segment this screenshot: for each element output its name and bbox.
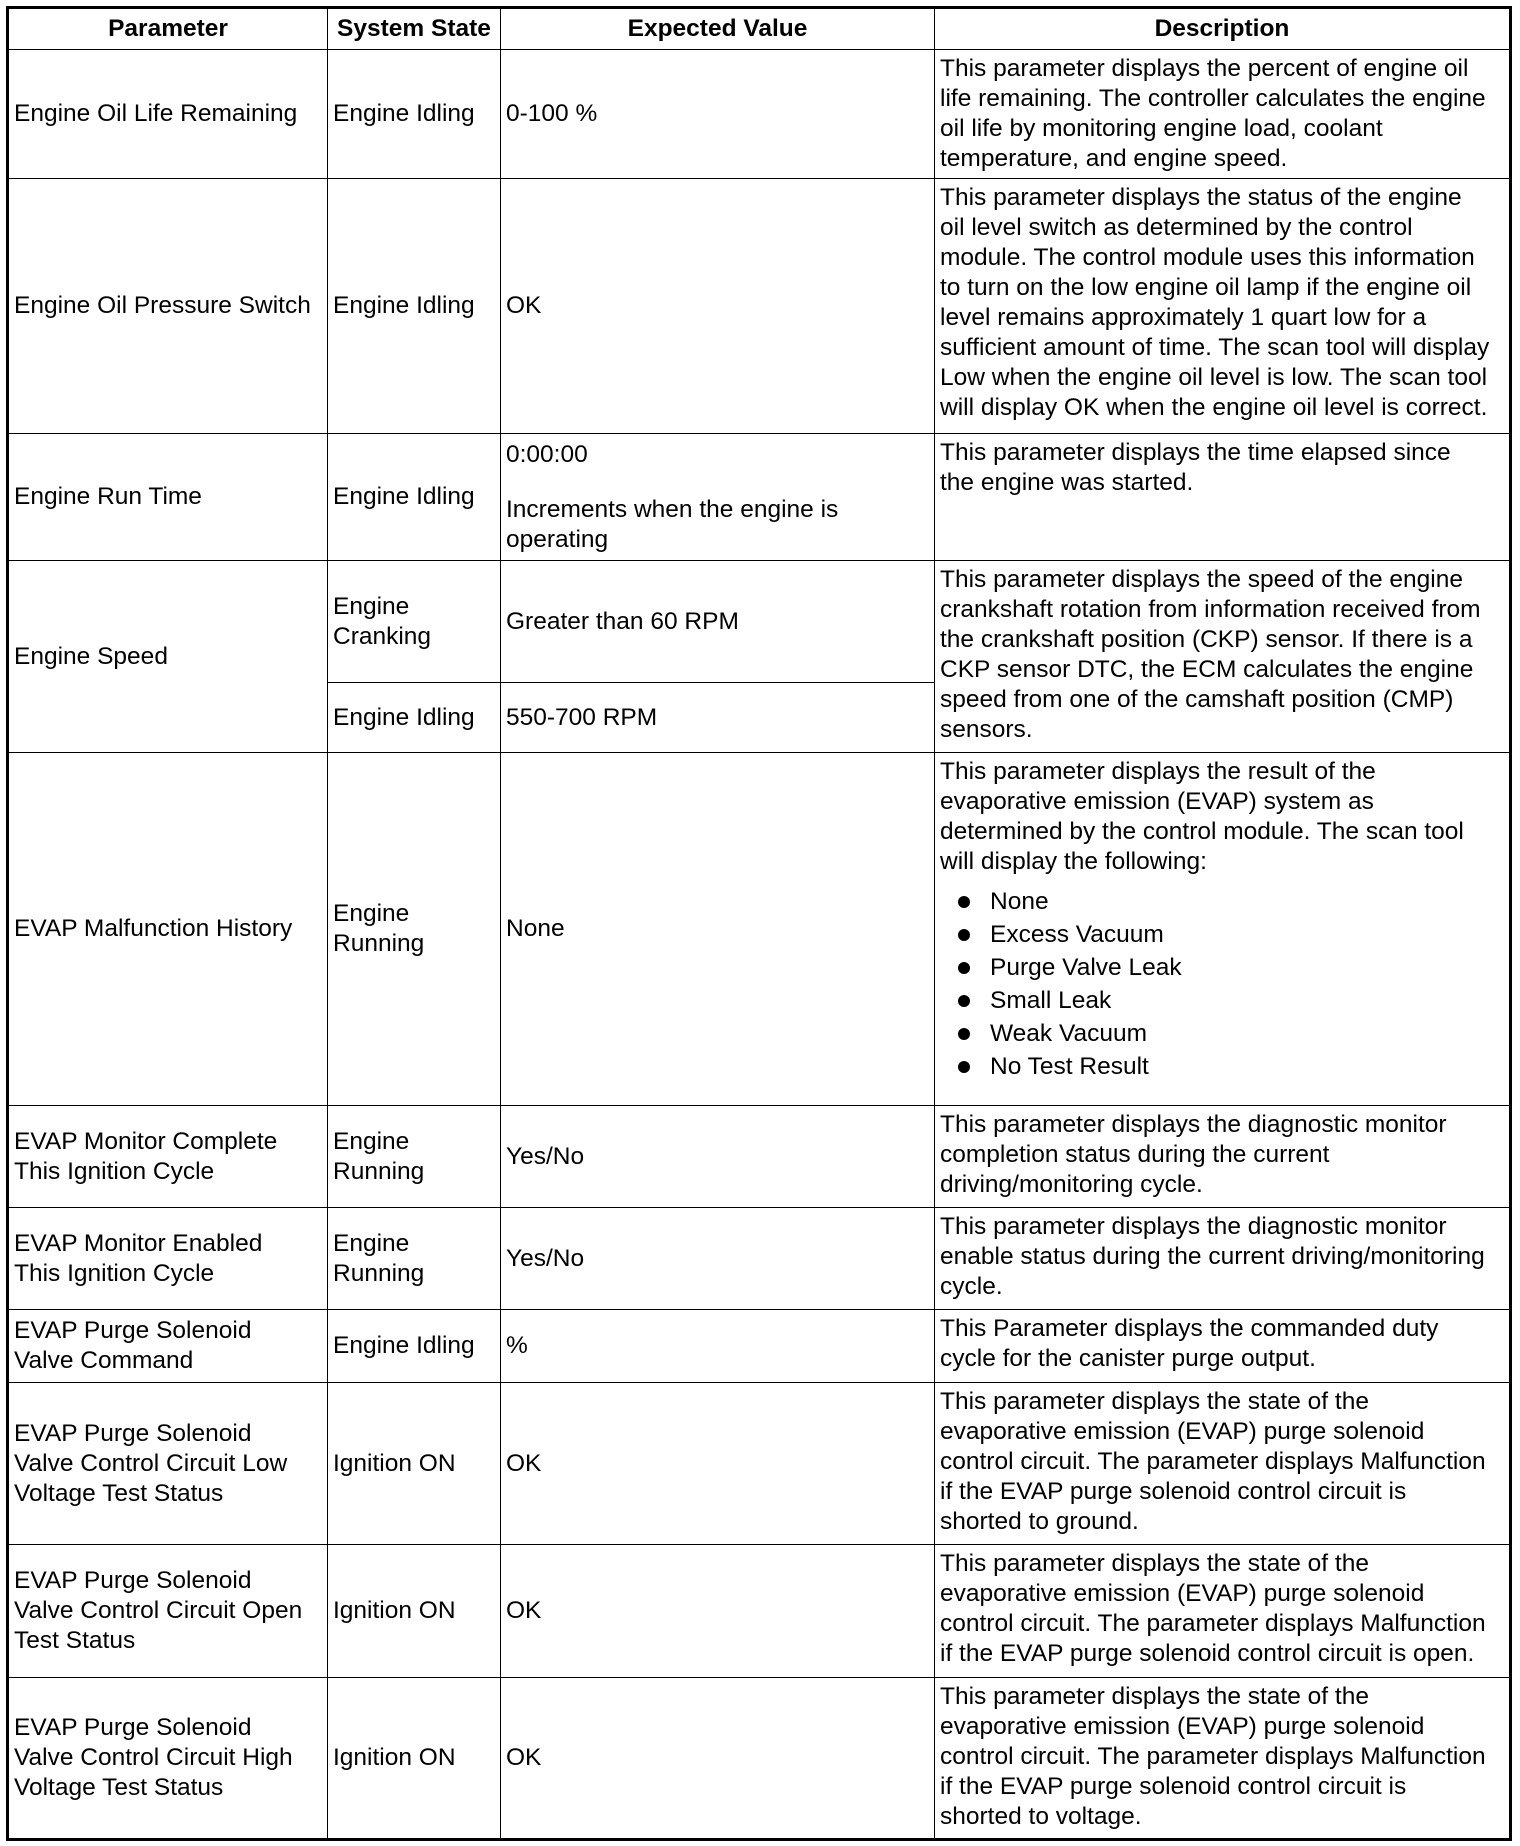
bullet-icon: [958, 896, 970, 908]
cell-line: OK: [506, 1744, 542, 1771]
cell-line: Engine Idling: [333, 100, 475, 127]
parameter-table: [6, 6, 1512, 1841]
cell-line: Valve Control Circuit High: [14, 1744, 293, 1771]
parameter-cell: [8, 753, 328, 1106]
table-row: [8, 1310, 1511, 1383]
cell-line: This parameter displays the state of the: [940, 1683, 1369, 1710]
cell-line: Engine Idling: [333, 292, 475, 319]
list-item-label: Small Leak: [990, 987, 1112, 1014]
description-cell: [935, 179, 1511, 434]
expected-value-cell: [501, 561, 935, 683]
cell-line: temperature, and engine speed.: [940, 145, 1288, 172]
cell-line: Increments when the engine is: [506, 495, 839, 523]
system-state-cell: [328, 561, 501, 683]
expected-value-cell: [501, 1310, 935, 1383]
cell-line: This parameter displays the state of the: [940, 1388, 1369, 1415]
cell-line: This parameter displays the time elapsed since: [940, 439, 1451, 466]
header-parameter: Parameter: [8, 8, 328, 50]
cell-line: the engine was started.: [940, 469, 1194, 496]
cell-line: oil level switch as determined by the control: [940, 214, 1413, 241]
cell-line: 550-700 RPM: [506, 703, 658, 731]
bullet-icon: [958, 929, 970, 941]
cell-line: the crankshaft position (CKP) sensor. If there is a: [940, 626, 1473, 653]
cell-line: This parameter displays the result of the: [940, 758, 1376, 785]
header-expected-value: Expected Value: [501, 8, 935, 50]
cell-line: Yes/No: [506, 1244, 585, 1272]
description-cell: [935, 1310, 1511, 1383]
cell-line: Valve Control Circuit Low: [14, 1449, 288, 1477]
cell-line: Engine: [333, 1127, 410, 1155]
cell-line: will display OK when the engine oil level is correct.: [940, 394, 1488, 421]
cell-line: This parameter displays the state of the: [940, 1550, 1369, 1577]
list-item-label: Weak Vacuum: [990, 1020, 1148, 1047]
list-item-label: No Test Result: [990, 1053, 1149, 1080]
system-state-cell: [328, 179, 501, 434]
cell-line: evaporative emission (EVAP) purge solenoid: [940, 1713, 1425, 1740]
cell-line: Valve Command: [14, 1347, 194, 1374]
cell-line: Low when the engine oil level is low. The scan tool: [940, 364, 1488, 391]
cell-line: shorted to voltage.: [940, 1803, 1142, 1830]
cell-line: Running: [333, 1259, 425, 1287]
cell-line: determined by the control module. The scan tool: [940, 818, 1464, 845]
cell-line: crankshaft rotation from information received from: [940, 596, 1481, 623]
cell-line: level remains approximately 1 quart low for a: [940, 304, 1427, 331]
list-item: [940, 1017, 1504, 1050]
cell-line: This parameter displays the percent of engine oil: [940, 55, 1469, 82]
parameter-cell: [8, 1106, 328, 1208]
cell-line: This Ignition Cycle: [14, 1259, 215, 1287]
cell-line: Voltage Test Status: [14, 1479, 224, 1507]
cell-line: Ignition ON: [333, 1597, 456, 1624]
cell-line: evaporative emission (EVAP) purge solenoid: [940, 1418, 1425, 1445]
list-item: [940, 951, 1504, 984]
cell-line: Running: [333, 1157, 425, 1185]
bullet-icon: [958, 1028, 970, 1040]
cell-line: if the EVAP purge solenoid control circuit is: [940, 1773, 1407, 1800]
cell-line: Engine Idling: [333, 703, 475, 731]
system-state-cell: [328, 1310, 501, 1383]
cell-line: cycle.: [940, 1273, 1003, 1300]
list-item: [940, 984, 1504, 1017]
cell-line: This Parameter displays the commanded duty: [940, 1315, 1439, 1342]
cell-line: %: [506, 1332, 528, 1359]
parameter-cell: [8, 50, 328, 179]
cell-line: Engine: [333, 1229, 410, 1257]
cell-line: OK: [506, 1597, 542, 1624]
cell-line: Test Status: [14, 1627, 136, 1654]
header-description: Description: [935, 8, 1511, 50]
system-state-cell: [328, 434, 501, 561]
cell-line: EVAP Purge Solenoid: [14, 1714, 252, 1741]
cell-line: EVAP Monitor Enabled: [14, 1229, 263, 1257]
cell-line: Engine Oil Pressure Switch: [14, 292, 311, 319]
table-row: [8, 753, 1511, 1106]
parameter-cell: [8, 1310, 328, 1383]
expected-value-cell: [501, 683, 935, 753]
malfunction-list: [940, 885, 1504, 1083]
cell-line: enable status during the current driving/monitoring: [940, 1243, 1485, 1270]
cell-line: Ignition ON: [333, 1449, 456, 1477]
description-cell: [935, 434, 1511, 561]
cell-line: control circuit. The parameter displays Malfunction: [940, 1610, 1486, 1637]
cell-line: 0-100 %: [506, 100, 598, 127]
cell-line: CKP sensor DTC, the ECM calculates the engine: [940, 656, 1474, 683]
cell-line: cycle for the canister purge output.: [940, 1345, 1316, 1372]
parameter-cell: [8, 561, 328, 753]
description-cell: [935, 1208, 1511, 1310]
cell-line: EVAP Monitor Complete: [14, 1127, 278, 1155]
cell-line: EVAP Purge Solenoid: [14, 1317, 252, 1344]
expected-value-cell: [501, 1383, 935, 1545]
cell-line: shorted to ground.: [940, 1508, 1139, 1535]
cell-line: will display the following:: [940, 848, 1207, 875]
cell-line: speed from one of the camshaft position (CMP): [940, 686, 1454, 713]
bullet-icon: [958, 1061, 970, 1073]
parameter-cell: [8, 1545, 328, 1678]
system-state-cell: [328, 753, 501, 1106]
system-state-cell: [328, 1678, 501, 1840]
cell-line: Running: [333, 930, 425, 957]
list-item-label: Purge Valve Leak: [990, 954, 1182, 981]
cell-line: Ignition ON: [333, 1744, 456, 1771]
list-item-label: Excess Vacuum: [990, 921, 1164, 948]
cell-line: evaporative emission (EVAP) purge solenoid: [940, 1580, 1425, 1607]
cell-line: Engine Run Time: [14, 483, 202, 510]
cell-line: oil life by monitoring engine load, coolant: [940, 115, 1383, 142]
cell-line: if the EVAP purge solenoid control circuit is: [940, 1478, 1407, 1505]
expected-value-cell: [501, 1545, 935, 1678]
list-item: [940, 1050, 1504, 1083]
parameter-cell: [8, 1678, 328, 1840]
cell-line: control circuit. The parameter displays Malfunction: [940, 1743, 1486, 1770]
table-row: [8, 434, 1511, 561]
cell-line: sufficient amount of time. The scan tool will display: [940, 334, 1490, 361]
cell-line: Greater than 60 RPM: [506, 607, 739, 635]
system-state-cell: [328, 1106, 501, 1208]
cell-line: sensors.: [940, 716, 1033, 743]
expected-value-cell: [501, 179, 935, 434]
description-cell: [935, 1106, 1511, 1208]
list-item: [940, 885, 1504, 918]
cell-line: Cranking: [333, 622, 432, 650]
parameter-cell: [8, 434, 328, 561]
cell-line: Engine: [333, 900, 410, 927]
cell-line: 0:00:00: [506, 440, 588, 468]
description-cell: [935, 50, 1511, 179]
cell-line: control circuit. The parameter displays Malfunction: [940, 1448, 1486, 1475]
cell-line: OK: [506, 1449, 542, 1477]
system-state-cell: [328, 1545, 501, 1678]
system-state-cell: [328, 1383, 501, 1545]
table-row: [8, 1545, 1511, 1678]
table-row: [8, 561, 1511, 683]
parameter-cell: [8, 1383, 328, 1545]
description-cell: [935, 1383, 1511, 1545]
cell-line: This parameter displays the status of the engine: [940, 184, 1462, 211]
expected-value-cell: [501, 1208, 935, 1310]
cell-line: completion status during the current: [940, 1141, 1330, 1168]
header-system-state: System State: [328, 8, 501, 50]
system-state-cell: [328, 50, 501, 179]
system-state-cell: [328, 683, 501, 753]
list-item: [940, 918, 1504, 951]
cell-line: This parameter displays the diagnostic monitor: [940, 1213, 1447, 1240]
table-row: [8, 1383, 1511, 1545]
bullet-icon: [958, 995, 970, 1007]
cell-line: Engine: [333, 592, 410, 620]
description-cell: [935, 753, 1511, 1106]
cell-line: Voltage Test Status: [14, 1774, 224, 1801]
cell-line: Yes/No: [506, 1142, 585, 1170]
cell-line: module. The control module uses this information: [940, 244, 1475, 271]
cell-line: life remaining. The controller calculates the engine: [940, 85, 1486, 112]
cell-line: to turn on the low engine oil lamp if the engine oil: [940, 274, 1472, 301]
expected-value-cell: [501, 50, 935, 179]
cell-line: operating: [506, 525, 609, 553]
cell-line: This parameter displays the speed of the engine: [940, 566, 1463, 593]
list-item-label: None: [990, 888, 1049, 915]
cell-line: Valve Control Circuit Open: [14, 1597, 303, 1624]
table-row: [8, 1678, 1511, 1840]
cell-line: This Ignition Cycle: [14, 1157, 215, 1185]
expected-value-cell: [501, 1106, 935, 1208]
description-cell: [935, 1678, 1511, 1840]
table-row: [8, 1208, 1511, 1310]
parameter-cell: [8, 1208, 328, 1310]
cell-line: if the EVAP purge solenoid control circuit is open.: [940, 1640, 1475, 1667]
header-row: [8, 8, 1511, 50]
cell-line: Engine Oil Life Remaining: [14, 100, 298, 127]
table-row: [8, 179, 1511, 434]
parameter-cell: [8, 179, 328, 434]
bullet-icon: [958, 962, 970, 974]
cell-line: Engine Speed: [14, 642, 168, 670]
cell-line: evaporative emission (EVAP) system as: [940, 788, 1374, 815]
cell-line: Engine Idling: [333, 483, 475, 510]
cell-line: EVAP Purge Solenoid: [14, 1419, 252, 1447]
cell-line: This parameter displays the diagnostic monitor: [940, 1111, 1447, 1138]
table-row: [8, 50, 1511, 179]
cell-line: OK: [506, 292, 542, 319]
cell-line: Engine Idling: [333, 1332, 475, 1359]
table-row: [8, 1106, 1511, 1208]
description-cell: [935, 561, 1511, 753]
cell-line: EVAP Malfunction History: [14, 915, 293, 942]
description-cell: [935, 1545, 1511, 1678]
cell-line: driving/monitoring cycle.: [940, 1171, 1203, 1198]
expected-value-cell: [501, 1678, 935, 1840]
expected-value-cell: [501, 434, 935, 561]
cell-line: EVAP Purge Solenoid: [14, 1567, 252, 1594]
cell-line: None: [506, 915, 565, 942]
system-state-cell: [328, 1208, 501, 1310]
expected-value-cell: [501, 753, 935, 1106]
